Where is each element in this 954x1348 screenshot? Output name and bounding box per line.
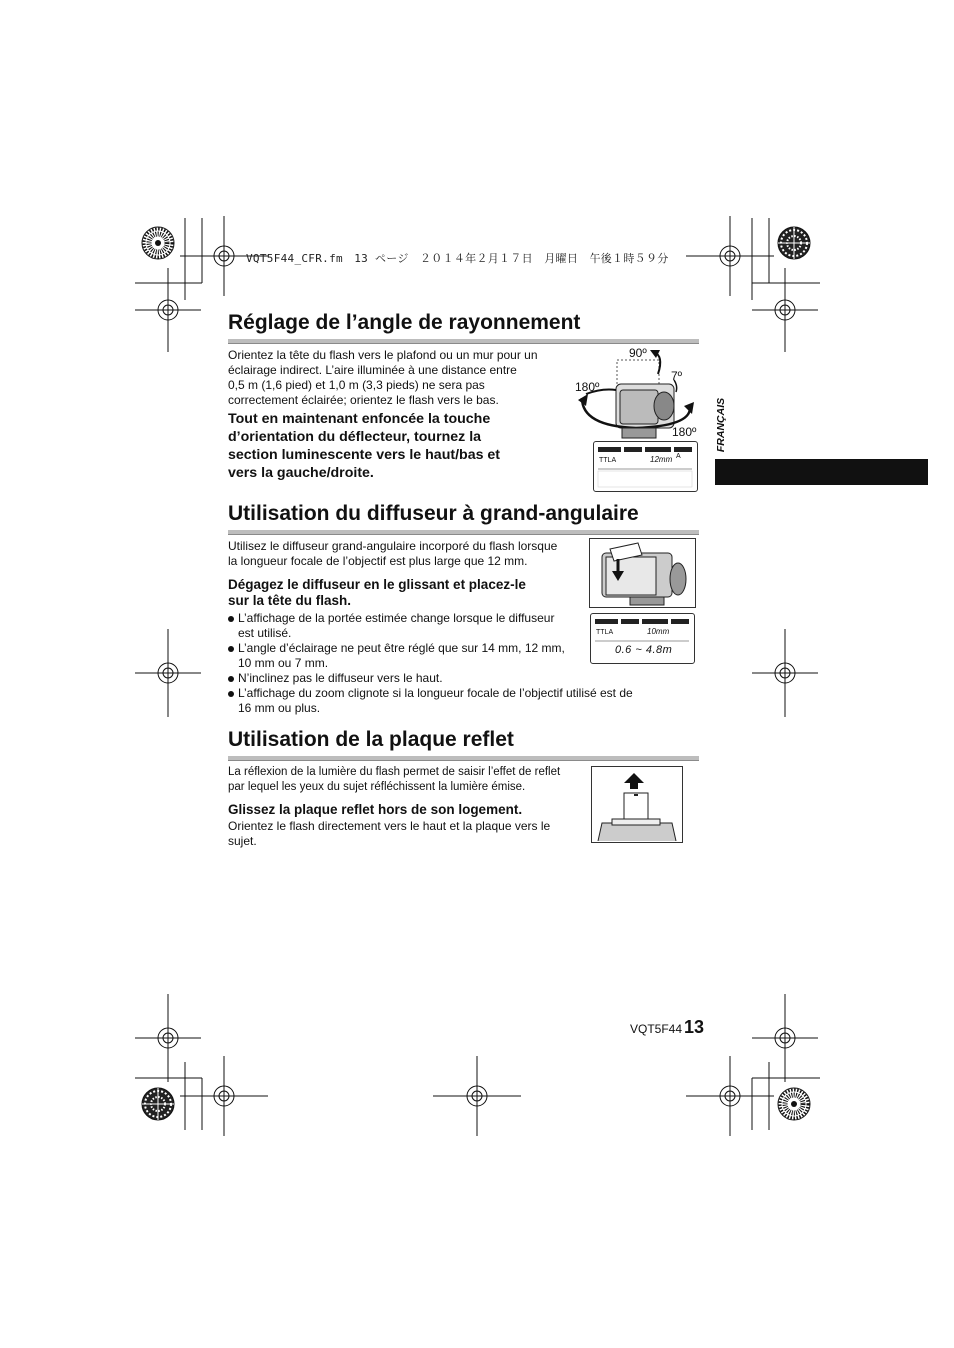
angle-right-label: 180º xyxy=(672,425,697,439)
list-item: L’angle d’éclairage ne peut être réglé que sur 14 mm, 12 mm, 10 mm ou 7 mm. xyxy=(228,641,678,671)
list-item: N’inclinez pas le diffuseur vers le haut. xyxy=(228,671,678,686)
reflector-plate-illustration xyxy=(591,766,683,843)
lcd-display-illustration xyxy=(593,441,698,492)
list-item: L’affichage de la portée estimée change lorsque le diffuseur est utilisé. xyxy=(228,611,678,641)
section3-instruction: Glissez la plaque reflet hors de son logement. xyxy=(228,802,523,817)
angle-left-label: 180º xyxy=(575,380,600,394)
list-item: L’affichage du zoom clignote si la longueur focale de l’objectif utilisé est de 16 mm ou plus. xyxy=(228,686,678,716)
lcd-zoom: 12mm xyxy=(650,455,673,464)
section-rule xyxy=(228,756,699,761)
file-header-line: VQT5F44_CFR.fm 13 ページ ２０１４年２月１７日 月曜日 午後１時５９分 xyxy=(246,252,669,265)
section-title-reflector: Utilisation de la plaque reflet xyxy=(228,728,514,751)
language-label: FRANÇAIS xyxy=(715,397,727,453)
lcd-range: 0.6 ~ 4.8m xyxy=(615,644,673,656)
section3-intro: La réflexion de la lumière du flash permet de saisir l’effet de reflet par lequel les yeux du sujet réfléchissent la lumière émise. xyxy=(228,766,561,793)
lcd-mode: TTLA xyxy=(599,457,617,464)
lcd-zoom: 10mm xyxy=(647,627,670,636)
section2-intro: Utilisez le diffuseur grand-angulaire incorporé du flash lorsque la longueur focale de l’objectif est plus large que 12 mm. xyxy=(228,539,558,568)
section-title-beam-angle: Réglage de l’angle de rayonnement xyxy=(228,311,581,334)
lcd-suffix: A xyxy=(676,453,681,460)
diffuser-illustration xyxy=(589,538,696,608)
section1-instruction: Tout en maintenant enfoncée la touche d’orientation du déflecteur, tournez la section luminescente vers le haut/bas et vers la gauche/droite. xyxy=(228,411,501,481)
section1-intro: Orientez la tête du flash vers le plafond ou un mur pour un éclairage indirect. L’aire illuminée à une distance entre 0,5 m (1,6 pied) et 1,0 m (3,3 pieds) ne sera pas correctement éclairée; orientez le flash vers le bas. xyxy=(228,348,538,407)
angle-up-label: 90º xyxy=(629,346,647,360)
section-rule xyxy=(228,530,699,535)
angle-down-label: 7º xyxy=(671,369,683,383)
page-number: 13 xyxy=(684,1017,705,1037)
lcd-display-diffuser xyxy=(590,613,695,664)
language-tab-bar xyxy=(715,459,928,485)
section-title-wide-diffuser: Utilisation du diffuseur à grand-angulaire xyxy=(228,502,639,525)
model-code: VQT5F44 xyxy=(630,1022,683,1036)
lcd-mode: TTLA xyxy=(596,629,614,636)
section2-instruction: Dégagez le diffuseur en le glissant et placez-le sur la tête du flash. xyxy=(228,577,526,608)
section3-detail: Orientez le flash directement vers le haut et la plaque vers le sujet. xyxy=(228,819,551,848)
